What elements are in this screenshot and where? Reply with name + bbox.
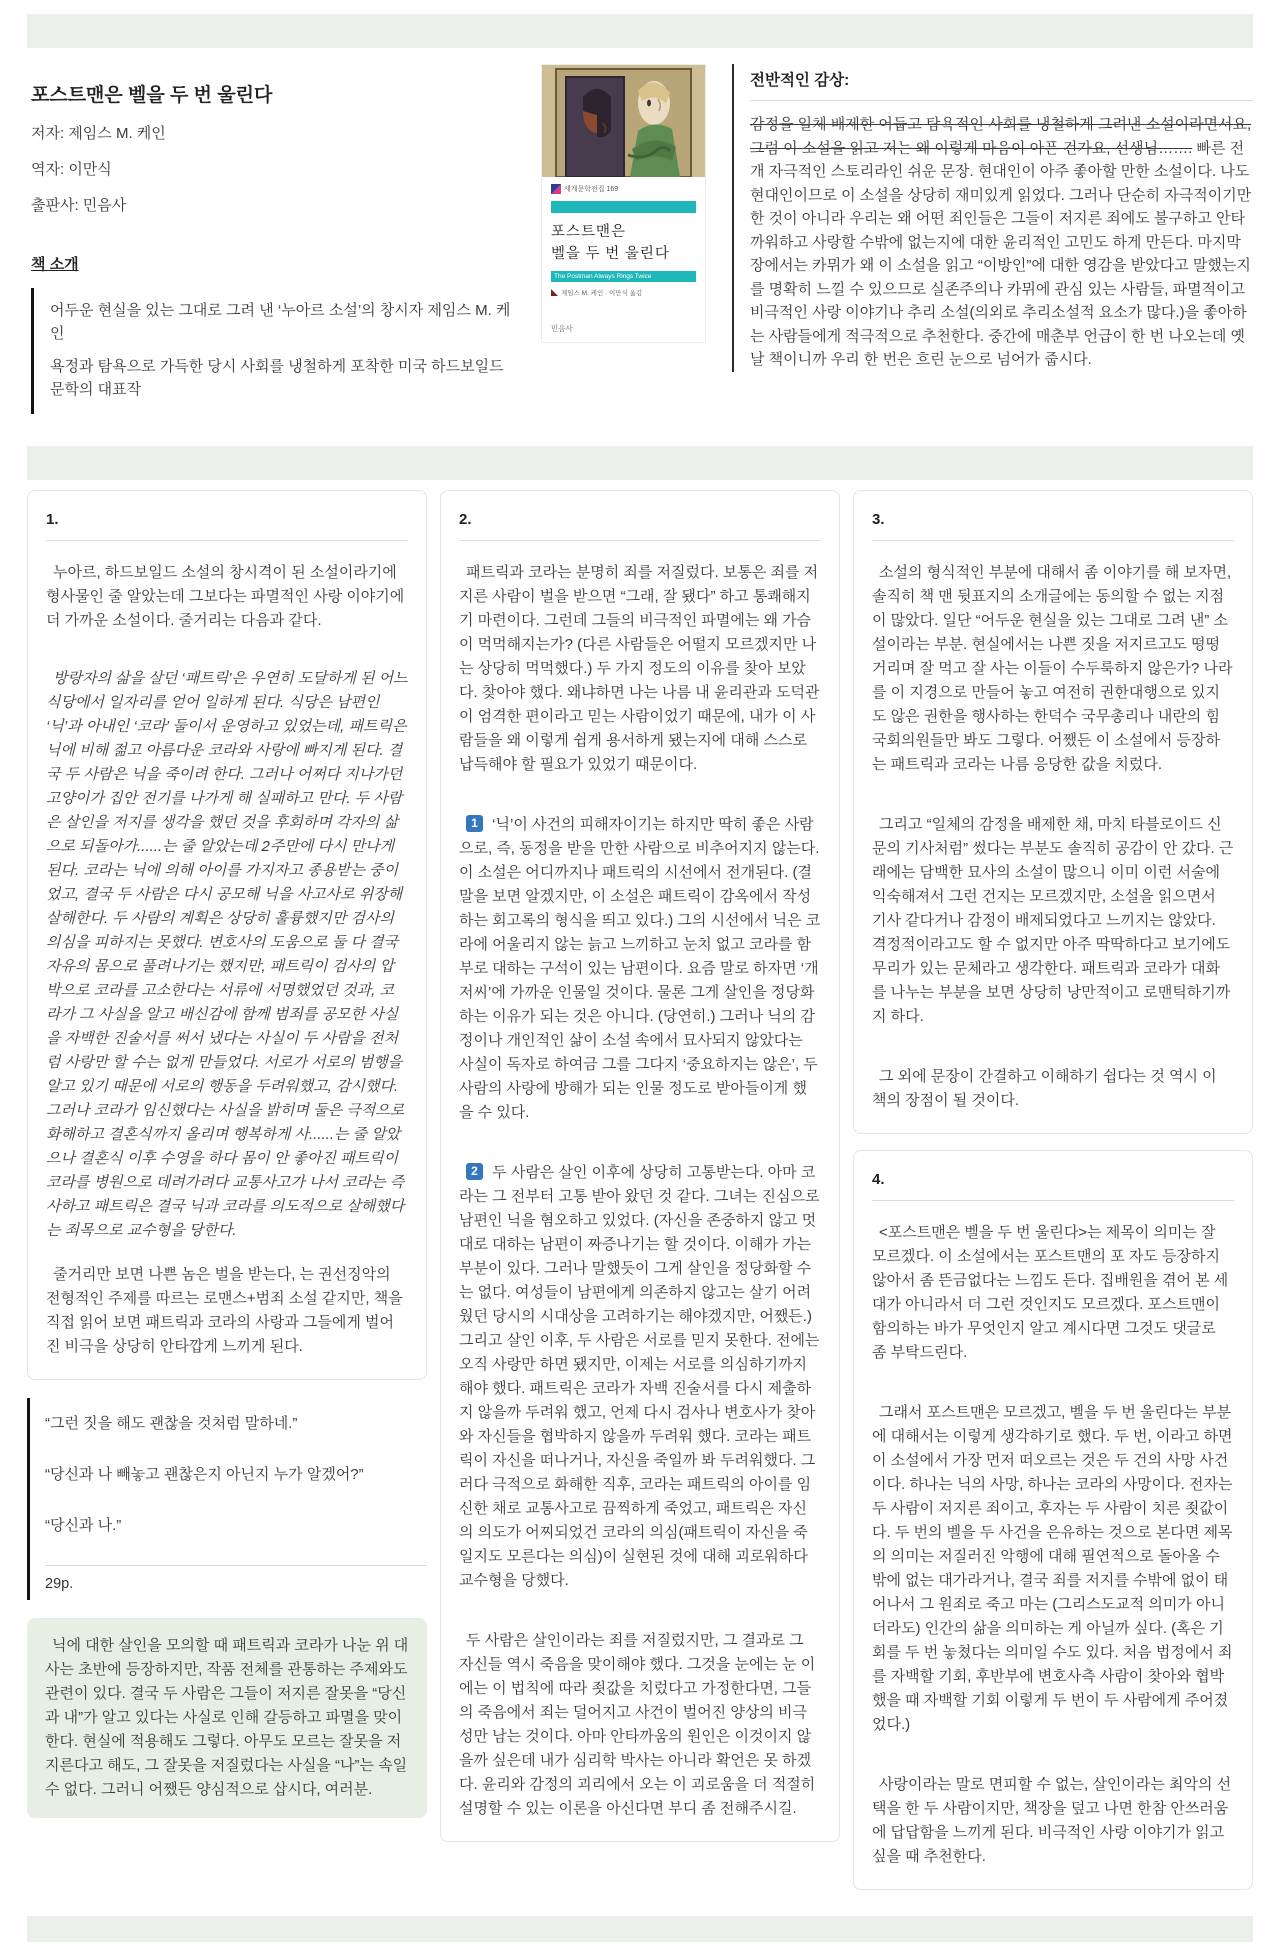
section-2-number: 2. [459, 511, 472, 528]
overall-heading-rule [750, 100, 1253, 101]
bottom-divider-bar [27, 1916, 1253, 1942]
section-2-paragraph: 패트릭과 코라는 분명히 죄를 저질렀다. 보통은 죄를 저지른 사람이 벌을 받으면 “그래, 잘 됐다” 하고 통쾌해지기 마련이다. 그런데 그들의 비극적인 파멸에는 왜 가슴이 먹먹해지는가? (다른 사람들은 어떨지 모르겠지만 나는 상당히 먹먹했다.) 두 가지 정도의 이유를 찾아 보았다. 찾아야 했다. 왜냐하면 나는 나름 내 윤리관과 도덕관이 엄격한 편이라고 믿는 사람이었기 때문에, 내가 이 사람들을 왜 이렇게 쉽게 용서하게 됐는지에 대해 스스로 납득해야 할 필요가 있었기 때문이다. [459, 564, 820, 773]
overall-impression-body: 빠른 전개 자극적인 스토리라인 쉬운 문장. 현대인이 아주 좋아할 만한 소설이다. 나도 현대인이므로 이 소설을 상당히 재미있게 읽었다. 그러나 단순히 자극적이기만 한 것이 아니라 우리는 왜 어떤 죄인들은 그들이 저지른 죄에도 불구하고 안타까워하고 사랑할 수밖에 없는지에 대한 윤리적인 고민도 하게 만든다. 마지막 장에서는 카뮈가 왜 이 소설을 읽고 “이방인”에 대한 영감을 받았다고 말했는지를 명확히 느낄 수 있으므로 실존주의나 카뮈에 관심 있는 사람들, 파멸적이고 비극적인 사랑 이야기나 추리 소설(의외로 추리소설적 요소가 많다.)을 좋아하는 사람들에게 적극적으로 추천한다. 중간에 매춘부 언급이 한 번 나오는데 옛날 책이니까 우리 한 번은 흐린 눈으로 넘어가 줍시다. [750, 139, 1252, 369]
section-divider-bar [27, 446, 1253, 480]
section-4-number: 4. [872, 1171, 885, 1188]
header [27, 48, 1253, 428]
section-3-paragraph: 그 외에 문장이 간결하고 이해하기 쉽다는 것 역시 이 책의 장점이 될 것이다. [872, 1068, 1217, 1109]
highlight-note-text: 닉에 대한 살인을 모의할 때 패트릭과 코라가 나눈 위 대사는 초반에 등장하지만, 작품 전체를 관통하는 주제와도 관련이 있다. 결국 두 사람은 그들이 저지른 잘못을 “당신과 내”가 알고 있다는 사실로 인해 갈등하고 파멸을 맞이한다. 현실에 적용해도 그렇다. 아무도 모르는 잘못을 저지른다고 해도, 그 잘못을 저질렀다는 사실을 “나”는 속일 수 없다. 그러니 어쨌든 양심적으로 삽시다, 여러분. [45, 1637, 409, 1798]
struck-through-text: 감정을 일체 배제한 어둡고 탐욕적인 사회를 냉철하게 그려낸 소설이라면서요, 그럼 이 소설을 읽고 저는 왜 이렇게 마음이 아픈 건가요, 선생님……. [750, 116, 1252, 157]
cover-teal-band [551, 201, 696, 213]
author-line: 저자: 제임스 M. 케인 [31, 125, 166, 142]
credit-triangle-icon [551, 289, 558, 296]
section-1-card [27, 490, 427, 1380]
section-3-card [853, 490, 1253, 1134]
column-1 [27, 490, 427, 1818]
overall-impression-text [750, 113, 1253, 372]
cover-publisher-logo: 민음사 [551, 323, 573, 333]
quote-page-reference: 29p. [45, 1576, 74, 1592]
review-columns [27, 490, 1253, 1890]
cover-english-subtitle: The Postman Always Rings Twice [551, 271, 696, 282]
section-4-paragraph: <포스트맨은 벨을 두 번 울린다>는 제목이 의미는 잘 모르겠다. 이 소설에서는 포스트맨의 포 자도 등장하지 않아서 좀 뜬금없다는 느낌도 든다. 집배원을 겪어 본 세대가 아니라서 더 그런 것인지도 모르겠다. 포스트맨이 함의하는 바가 무엇인지 알고 계시다면 그것도 댓글로 좀 부탁드린다. [872, 1224, 1229, 1361]
cover-title-line1: 포스트맨은 [551, 224, 627, 240]
section-4-card [853, 1150, 1253, 1890]
book-quote: “당신과 나.” [45, 1517, 122, 1534]
overall-impression [732, 64, 1253, 372]
book-cover [541, 64, 706, 343]
book-quote: “그런 짓을 해도 괜찮을 것처럼 말하네.” [45, 1415, 298, 1432]
section-2-card [440, 490, 840, 1842]
book-cover-text-area [542, 177, 705, 342]
section-1-number: 1. [46, 511, 59, 528]
series-logo-icon [551, 184, 561, 194]
section-1-synopsis: 방랑자의 삶을 살던 ‘패트릭’은 우연히 도달하게 된 어느 식당에서 일자리를 얻어 일하게 된다. 식당은 남편인 ‘닉’과 아내인 ‘코라’ 둘이서 운영하고 있었는데, 패트릭은 닉에 비해 젊고 아름다운 코라와 사랑에 빠지게 된다. 결국 두 사람은 닉을 죽이려 한다. 그러나 어쩌다 지나가던 고양이가 집안 전기를 나가게 해 실패하고 만다. 두 사람은 살인을 저지를 생각을 했던 것을 후회하며 각자의 삶으로 되돌아가......는 줄 알았는데 2주만에 다시 만나게 된다. 코라는 닉에 의해 아이를 가지자고 종용받는 중이었고, 결국 두 사람은 다시 공모해 닉을 사고사로 위장해 살해한다. 두 사람의 계획은 상당히 훌륭했지만 검사의 의심을 피하지는 못했다. 변호사의 도움으로 둘 다 결국 자유의 몸으로 풀려나기는 했지만, 패트릭이 검사의 압박으로 코라를 고소한다는 서류에 서명했었던 것과, 코라가 그 사실을 알고 배신감에 함께 범죄를 공모한 사실을 자백한 진술서를 써서 냈다는 사실이 두 사람을 전처럼 사랑만 할 수는 없게 만들었다. 서로가 서로의 범행을 알고 있기 때문에 서로의 행동을 두려워했고, 감시했다. 그러나 코라가 임신했다는 사실을 밝히며 둘은 극적으로 화해하고 결혼식까지 올리며 행복하게 사......는 줄 알았으나 결혼식 이후 수영을 하다 몸이 안 좋아진 패트릭이 코라를 병원으로 데려가려다 교통사고가 나서 코라는 즉사하고 패트릭은 결국 닉과 코라를 의도적으로 살해했다는 죄목으로 교수형을 당한다. [46, 670, 408, 1239]
book-quote: “당신과 나 빼놓고 괜찮은지 아닌지 누가 알겠어?” [45, 1466, 364, 1483]
book-quote-block [27, 1398, 427, 1600]
book-intro-line: 욕정과 탐욕으로 가득한 당시 사회를 냉철하게 포착한 미국 하드보일드 문학의 대표작 [50, 357, 504, 398]
highlight-note-box [27, 1618, 427, 1818]
section-4-rule [872, 1200, 1234, 1201]
book-intro-heading: 책 소개 [31, 256, 79, 273]
book-intro-quote [31, 288, 515, 414]
section-2-paragraph: 두 사람은 살인이라는 죄를 저질렀지만, 그 결과로 그 자신들 역시 죽음을 맞이해야 했다. 그것을 눈에는 눈 이에는 이 법칙에 따라 죗값을 치렀다고 가정한다면, 그들의 죽음에서 죄는 덜어지고 사건이 벌어진 양상의 비극성만 남는 것이다. 아마 안타까움의 원인은 이것이지 않을까 싶은데 내가 심리학 박사는 아니라 확언은 못 하겠다. 윤리와 감정의 괴리에서 오는 이 괴로움을 더 적절히 설명할 수 있는 이론을 아신다면 부디 좀 전해주시길. [459, 1632, 816, 1817]
section-4-paragraph: 그래서 포스트맨은 모르겠고, 벨을 두 번 울린다는 부분에 대해서는 이렇게 생각하기로 했다. 두 번, 이라고 하면 이 소설에서 가장 먼저 떠오르는 것은 두 건의 사망 사건이다. 하나는 닉의 사망, 하나는 코라의 사망이다. 전자는 두 사람이 저지른 죄이고, 후자는 두 사람이 치른 죗값이다. 두 번의 벨을 두 사건을 은유하는 것으로 본다면 제목의 의미는 저질러진 악행에 대해 필연적으로 돌아올 수밖에 없는 대가라거나, 결국 죄를 저지를 수밖에 없이 태어나서 그 원죄로 죽고 마는 (그리스도교적 의미가 아니더라도) 인간의 삶을 의미하는 게 아닐까 싶다. (혹은 기회를 두 번 놓쳤다는 의미일 수도 있다. 처음 법정에서 죄를 자백할 기회, 후반부에 변호사측 사람이 찾아와 협박했을 때 자백할 기회 이렇게 두 번이 두 사람에게 주어졌었다.) [872, 1404, 1233, 1733]
section-2-item-1 [459, 813, 821, 1125]
section-2-item-2 [459, 1161, 821, 1593]
column-3 [853, 490, 1253, 1890]
column-2 [440, 490, 840, 1842]
cover-title-line2: 벨을 두 번 울린다 [551, 246, 670, 263]
section-1-paragraph: 줄거리만 보면 나쁜 놈은 벌을 받는다, 는 권선징악의 전형적인 주제를 따르는 로맨스+범죄 소설 같지만, 책을 직접 읽어 보면 패트릭과 코라의 사랑과 그들에게 벌어진 비극을 상당히 안타깝게 느끼게 된다. [46, 1266, 403, 1355]
cover-series-row [551, 184, 696, 194]
page-title: 포스트맨은 벨을 두 번 울린다 [31, 85, 273, 106]
cover-series-label: 세계문학전집 169 [564, 186, 619, 193]
overall-impression-heading: 전반적인 감상: [750, 72, 850, 89]
translator-line: 역자: 이만식 [31, 161, 112, 178]
section-3-paragraph: 그리고 “일체의 감정을 배제한 채, 마치 타블로이드 신문의 기사처럼” 썼다는 부분도 솔직히 공감이 안 갔다. 근래에는 담백한 묘사의 소설이 많으니 이미 이런 서술에 익숙해져서 그런 건지는 모르겠지만, 소설을 읽으면서 기사 같다거나 감정이 배제되었다고 느끼지는 않았다. 격정적이라고도 할 수 없지만 아주 딱딱하다고 보기에도 무리가 있는 문체라고 생각한다. 패트릭과 코라가 대화를 나누는 부분을 보면 상당히 낭만적이고 로맨틱하기까지 하다. [872, 816, 1234, 1025]
book-info [27, 64, 515, 414]
quote-rule [45, 1565, 427, 1566]
top-divider-bar [27, 14, 1253, 48]
section-3-number: 3. [872, 511, 885, 528]
numbered-badge-1: 1 [466, 815, 483, 832]
cover-author-credit-row [551, 288, 696, 297]
book-cover-painting [542, 65, 705, 177]
numbered-badge-2: 2 [466, 1163, 483, 1180]
section-1-paragraph: 누아르, 하드보일드 소설의 창시격이 된 소설이라기에 형사물인 줄 알았는데 그보다는 파멸적인 사랑 이야기에 더 가까운 소설이다. 줄거리는 다음과 같다. [46, 564, 405, 629]
section-2-item-1-text: ‘닉’이 사건의 피해자이기는 하지만 딱히 좋은 사람으로, 즉, 동정을 받을 만한 사람으로 비추어지지 않는다. 이 소설은 어디까지나 패트릭의 시선에서 전개된다. (결말을 보면 알겠지만, 이 소설은 패트릭이 감옥에서 작성하는 회고록의 형식을 띄고 있다.) 그의 시선에서 닉은 코라에 어울리지 않는 늙고 느끼하고 눈치 없고 코라를 함부로 대하는 구석이 있는 남편이다. 요즘 말로 하자면 ‘개저씨’에 가까운 인물일 것이다. 물론 그게 살인을 정당화하는 이유가 되는 것은 아니다. (당연히.) 그러나 닉의 감정이나 개인적인 삶이 소설 속에서 묘사되지 않았다는 사실이 독자로 하여금 그를 그다지 ‘중요하지는 않은’, 두 사람의 사랑에 방해가 되는 인물 정도로 받아들이게 했을 수 있다. [459, 816, 821, 1121]
section-2-item-2-text: 두 사람은 살인 이후에 상당히 고통받는다. 아마 코라는 그 전부터 고통 받아 왔던 것 같다. 그녀는 진심으로 남편인 닉을 혐오하고 있었다. (자신을 존중하지 않고 멋대로 대하는 남편이 짜증나기는 할 것이다. 이해가 가는 부분이 있다. 그러나 말했듯이 그게 살인을 정당화할 수는 없다. 여성들이 남편에게 의존하지 않고는 살기 어려웠던 당시의 시대상을 고려하기는 해야겠지만, 어쨌든.) 그리고 살인 이후, 두 사람은 서로를 믿지 못한다. 전에는 오직 사랑만 하면 됐지만, 이제는 서로를 의심하기까지 해야 했다. 패트릭은 코라가 자백 진술서를 다시 제출하지 않을까 두려워 했고, 언제 다시 검사나 변호사가 찾아와 자신들을 협박하지 않을까 두려워 했다. 코라는 패트릭이 자신을 떠나거나, 자신을 죽일까 봐 두려워했다. 그러다 극적으로 화해한 직후, 코라는 패트릭의 아이를 임신한 채로 교통사고로 끔찍하게 죽었고, 패트릭은 자신의 의도가 어찌되었건 코라의 의심(패트릭이 자신을 죽일지도 모른다는 의심)이 실현된 것에 대해 괴로워하다 교수형을 당했다. [459, 1164, 820, 1589]
publisher-line: 출판사: 민음사 [31, 197, 127, 214]
section-3-paragraph: 소설의 형식적인 부분에 대해서 좀 이야기를 해 보자면, 솔직히 책 맨 뒷표지의 소개글에는 동의할 수 없는 지점이 많았다. 일단 “어두운 현실을 있는 그대로 그려 낸” 소설이라는 부분. 현실에서는 나쁜 짓을 저지르고도 떵떵거리며 잘 먹고 잘 사는 이들이 수두룩하지 않은가? 나라를 이 지경으로 만들어 놓고 여전히 권한대행으로 있지도 않은 권한을 행사하는 한덕수 국무총리나 내란의 힘 국회의원들만 봐도 그렇다. 어쨌든 이 소설에서 등장하는 패트릭과 코라는 나름 응당한 값을 치렀다. [872, 564, 1233, 773]
section-1-rule [46, 540, 408, 541]
section-3-rule [872, 540, 1234, 541]
cover-author-credit: 제임스 M. 케인 · 이만식 옮김 [561, 289, 643, 297]
book-intro-line: 어두운 현실을 있는 그대로 그려 낸 ‘누아르 소설’의 창시자 제임스 M. 케인 [50, 302, 511, 343]
section-2-rule [459, 540, 821, 541]
book-review-page [0, 14, 1280, 1960]
section-4-paragraph: 사랑이라는 말로 면피할 수 없는, 살인이라는 최악의 선택을 한 두 사람이지만, 책장을 덮고 나면 한참 안쓰러움에 답답함을 느끼게 된다. 비극적인 사랑 이야기가 읽고 싶을 때 추천한다. [872, 1776, 1232, 1865]
